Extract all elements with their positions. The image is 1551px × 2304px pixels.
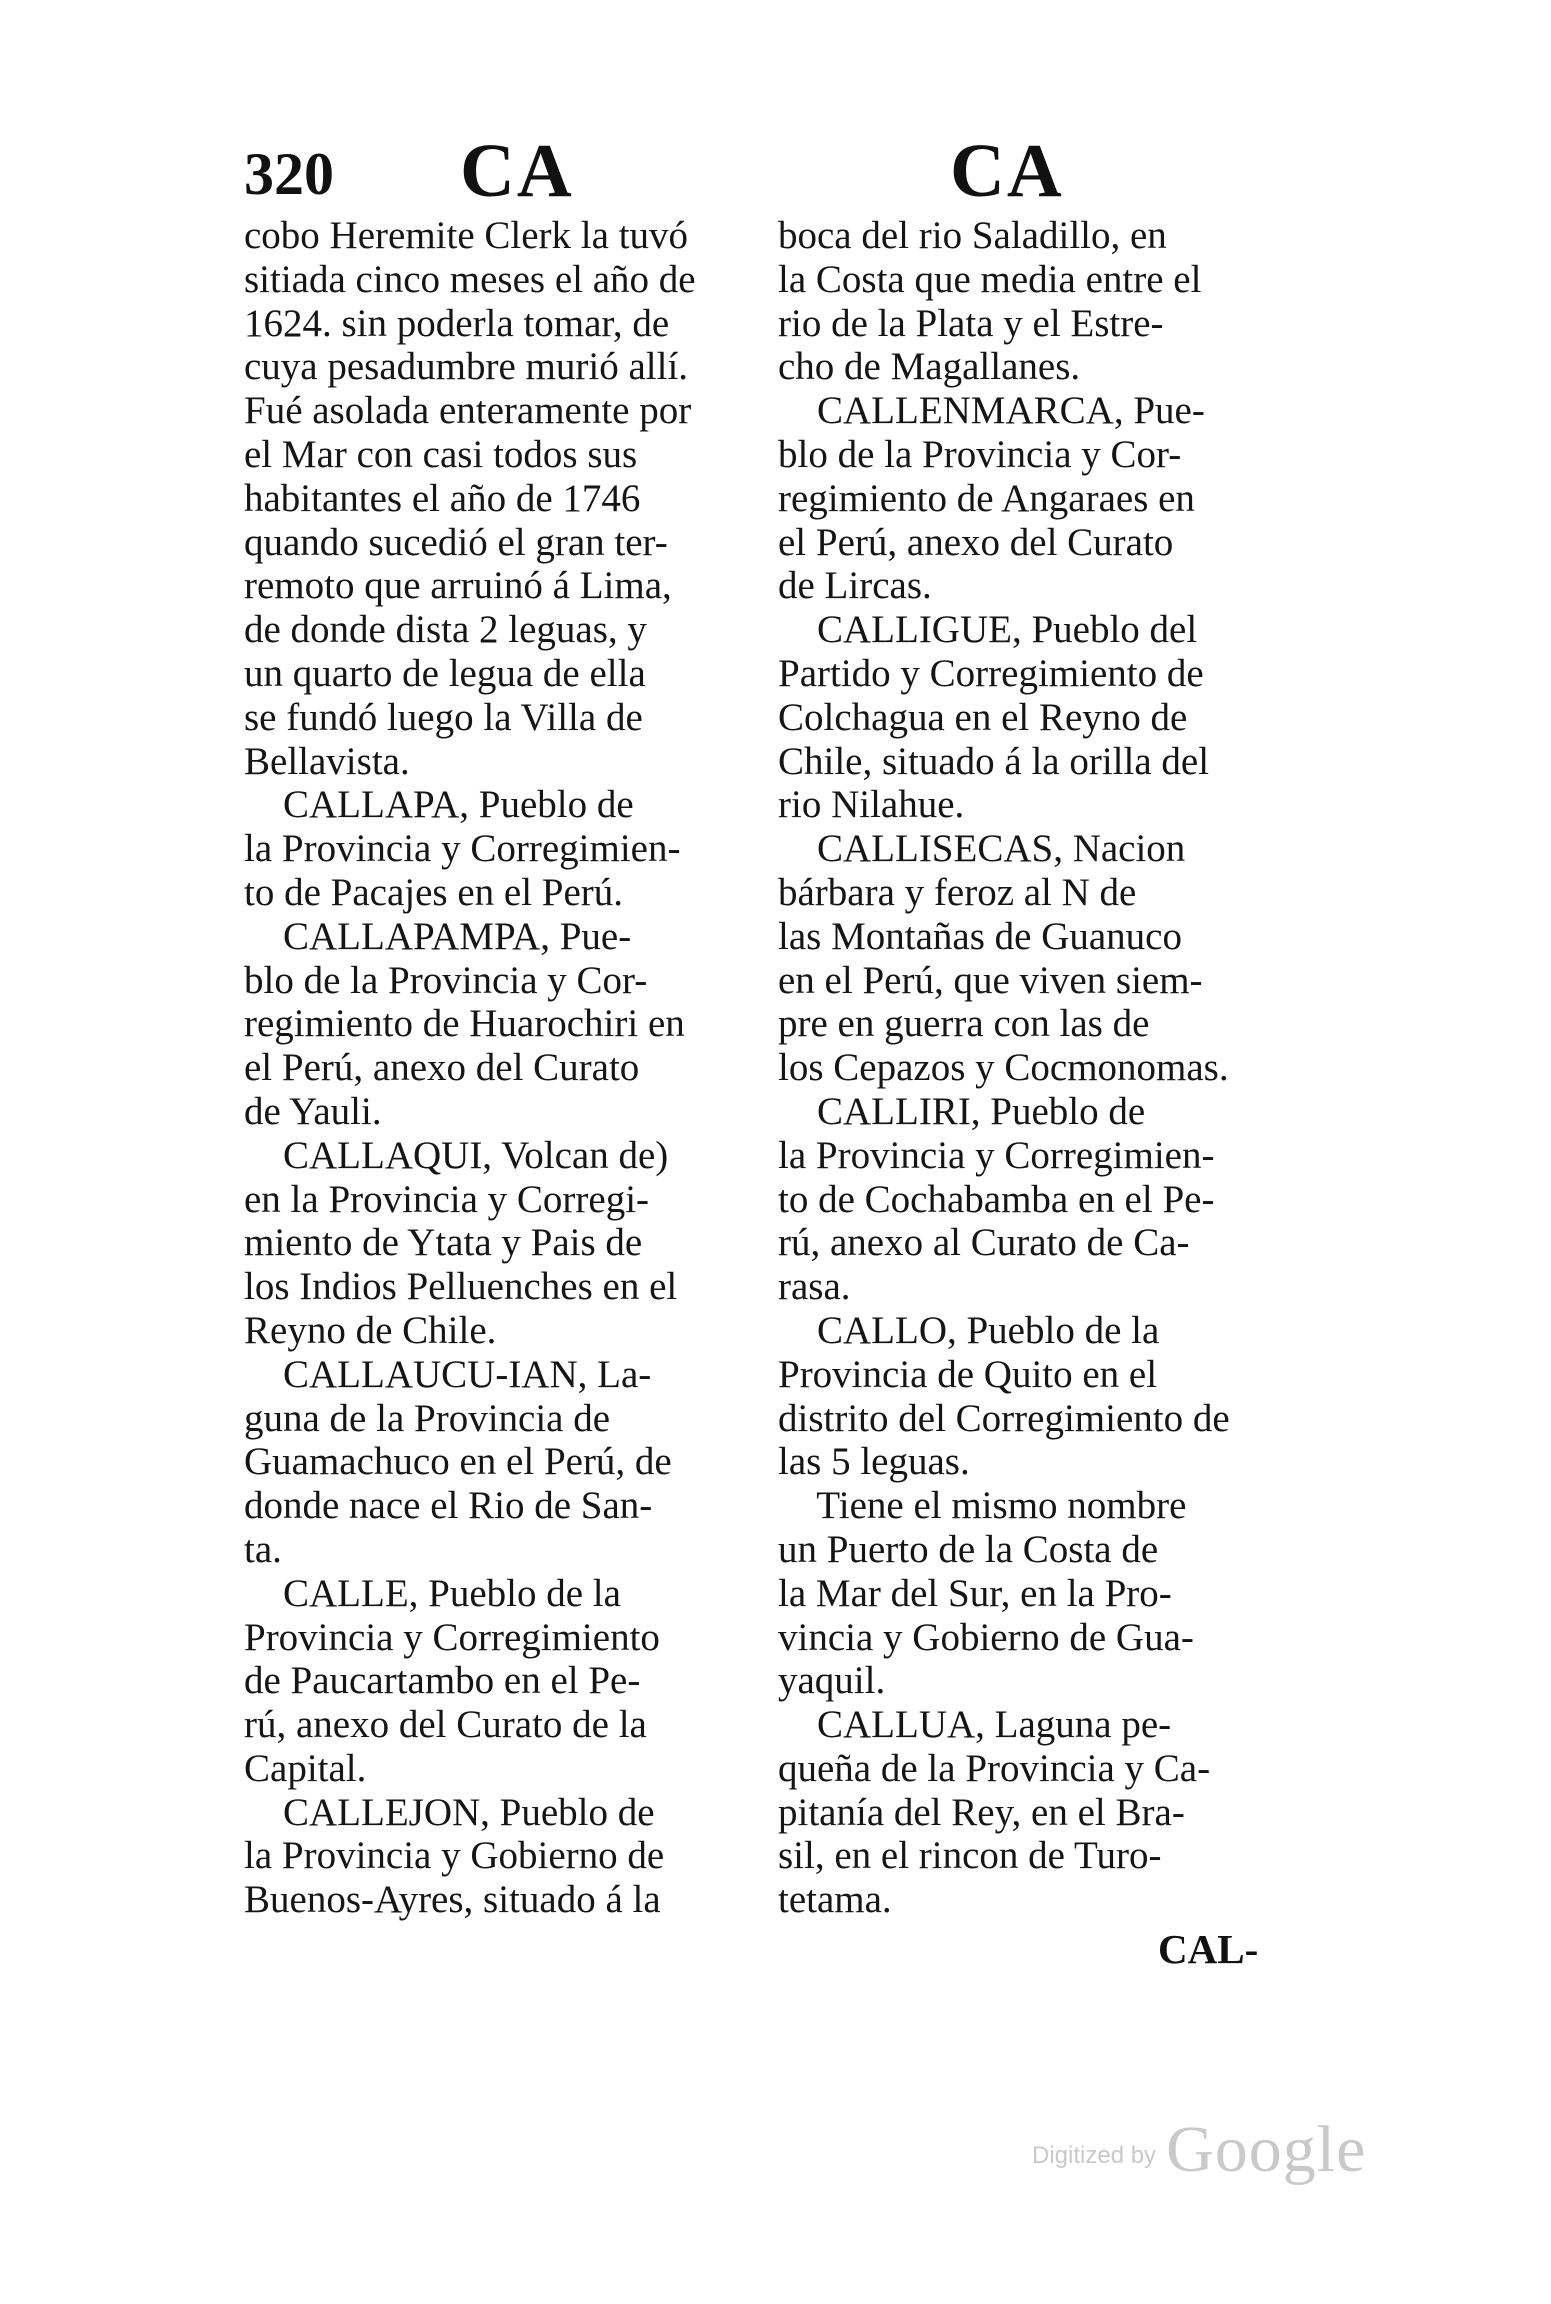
google-logo: Google	[1166, 2113, 1367, 2186]
text-line: CALLIGUE, Pueblo del	[778, 608, 1198, 652]
text-line: 1624. sin poderla tomar, de	[244, 301, 670, 345]
text-line: los Cepazos y Cocmonomas.	[778, 1046, 1229, 1090]
text-line: yaquil.	[778, 1659, 886, 1703]
text-line: Guamachuco en el Perú, de	[244, 1440, 672, 1484]
text-line: CALLISECAS, Nacion	[778, 827, 1186, 871]
text-line: donde nace el Rio de San-	[244, 1484, 653, 1528]
text-line: CALLAUCU-IAN, La-	[244, 1352, 652, 1396]
text-line: bárbara y feroz al N de	[778, 870, 1137, 914]
text-line: CALLAPA, Pueblo de	[244, 783, 634, 827]
text-line: un Puerto de la Costa de	[778, 1527, 1159, 1571]
running-head-right: CA	[950, 129, 1064, 213]
text-line: rú, anexo al Curato de Ca-	[778, 1221, 1190, 1265]
digitized-by-google-watermark	[1032, 2112, 1366, 2188]
text-line: Fué asolada enteramente por	[244, 389, 692, 433]
text-line: CALLUA, Laguna pe-	[778, 1703, 1172, 1747]
text-line: rio Nilahue.	[778, 783, 965, 827]
text-line: queña de la Provincia y Ca-	[778, 1746, 1211, 1790]
text-line: sitiada cinco meses el año de	[244, 257, 696, 301]
text-line: CALLEJON, Pueblo de	[244, 1790, 655, 1834]
text-line: CALLE, Pueblo de la	[244, 1571, 621, 1615]
text-line: la Provincia y Gobierno de	[244, 1834, 665, 1878]
text-line: la Costa que media entre el	[778, 257, 1202, 301]
text-line: rú, anexo del Curato de la	[244, 1703, 647, 1747]
text-line: cho de Magallanes.	[778, 345, 1081, 389]
text-line: rasa.	[778, 1265, 851, 1309]
text-line: Provincia de Quito en el	[778, 1352, 1158, 1396]
text-line: rio de la Plata y el Estre-	[778, 301, 1164, 345]
text-line: cobo Heremite Clerk la tuvó	[244, 214, 689, 257]
catchword: CAL-	[1158, 1926, 1259, 1972]
text-line: pre en guerra con las de	[778, 1002, 1150, 1046]
text-line: quando sucedió el gran ter-	[244, 520, 668, 564]
text-line: CALLAQUI, Volcan de)	[244, 1133, 669, 1177]
watermark-prefix: Digitized by	[1032, 2142, 1157, 2169]
text-line: tetama.	[778, 1878, 892, 1922]
text-line: de Lircas.	[778, 564, 932, 608]
text-line: las 5 leguas.	[778, 1440, 970, 1484]
text-line: el Mar con casi todos sus	[244, 432, 638, 476]
text-line: Reyno de Chile.	[244, 1308, 497, 1352]
text-line: en el Perú, que viven siem-	[778, 958, 1203, 1002]
text-line: se fundó luego la Villa de	[244, 695, 643, 739]
text-line: blo de la Provincia y Cor-	[778, 432, 1182, 476]
text-line: CALLO, Pueblo de la	[778, 1308, 1160, 1352]
text-line: Tiene el mismo nombre	[778, 1484, 1187, 1528]
text-line: de donde dista 2 leguas, y	[244, 608, 647, 652]
text-line: Provincia y Corregimiento	[244, 1615, 660, 1659]
text-line: habitantes el año de 1746	[244, 476, 641, 520]
text-line: de Paucartambo en el Pe-	[244, 1659, 641, 1703]
text-line: Bellavista.	[244, 739, 410, 783]
text-line: ta.	[244, 1527, 282, 1571]
text-line: sil, en el rincon de Turo-	[778, 1834, 1162, 1878]
text-line: Colchagua en el Reyno de	[778, 695, 1188, 739]
text-line: las Montañas de Guanuco	[778, 914, 1182, 958]
text-line: Partido y Corregimiento de	[778, 651, 1204, 695]
text-line: la Provincia y Corregimien-	[244, 827, 681, 871]
text-line: el Perú, anexo del Curato	[244, 1046, 640, 1090]
text-line: un quarto de legua de ella	[244, 651, 646, 695]
text-line: el Perú, anexo del Curato	[778, 520, 1174, 564]
text-line: regimiento de Huarochiri en	[244, 1002, 685, 1046]
text-line: la Mar del Sur, en la Pro-	[778, 1571, 1172, 1615]
text-line: distrito del Corregimiento de	[778, 1396, 1230, 1440]
text-line: guna de la Provincia de	[244, 1396, 611, 1440]
text-line: to de Pacajes en el Perú.	[244, 870, 624, 914]
text-line: Capital.	[244, 1746, 367, 1790]
text-line: vincia y Gobierno de Gua-	[778, 1615, 1194, 1659]
running-head-left: CA	[460, 129, 574, 213]
text-line: miento de Ytata y Pais de	[244, 1221, 643, 1265]
text-line: regimiento de Angaraes en	[778, 476, 1195, 520]
text-line: blo de la Provincia y Cor-	[244, 958, 648, 1002]
text-line: Chile, situado á la orilla del	[778, 739, 1210, 783]
text-line: Buenos-Ayres, situado á la	[244, 1878, 661, 1922]
text-line: boca del rio Saladillo, en	[778, 214, 1167, 257]
text-line: de Yauli.	[244, 1089, 382, 1133]
text-line: en la Provincia y Corregi-	[244, 1177, 650, 1221]
text-column-right	[778, 214, 1280, 1922]
text-line: remoto que arruinó á Lima,	[244, 564, 672, 608]
text-line: CALLENMARCA, Pue-	[778, 389, 1205, 433]
text-line: los Indios Pelluenches en el	[244, 1265, 678, 1309]
text-line: CALLAPAMPA, Pue-	[244, 914, 632, 958]
page-number: 320	[244, 141, 334, 207]
text-line: cuya pesadumbre murió allí.	[244, 345, 689, 389]
text-line: la Provincia y Corregimien-	[778, 1133, 1215, 1177]
text-line: CALLIRI, Pueblo de	[778, 1089, 1146, 1133]
text-line: pitanía del Rey, en el Bra-	[778, 1790, 1185, 1834]
text-column-left	[244, 214, 744, 1922]
text-line: to de Cochabamba en el Pe-	[778, 1177, 1215, 1221]
